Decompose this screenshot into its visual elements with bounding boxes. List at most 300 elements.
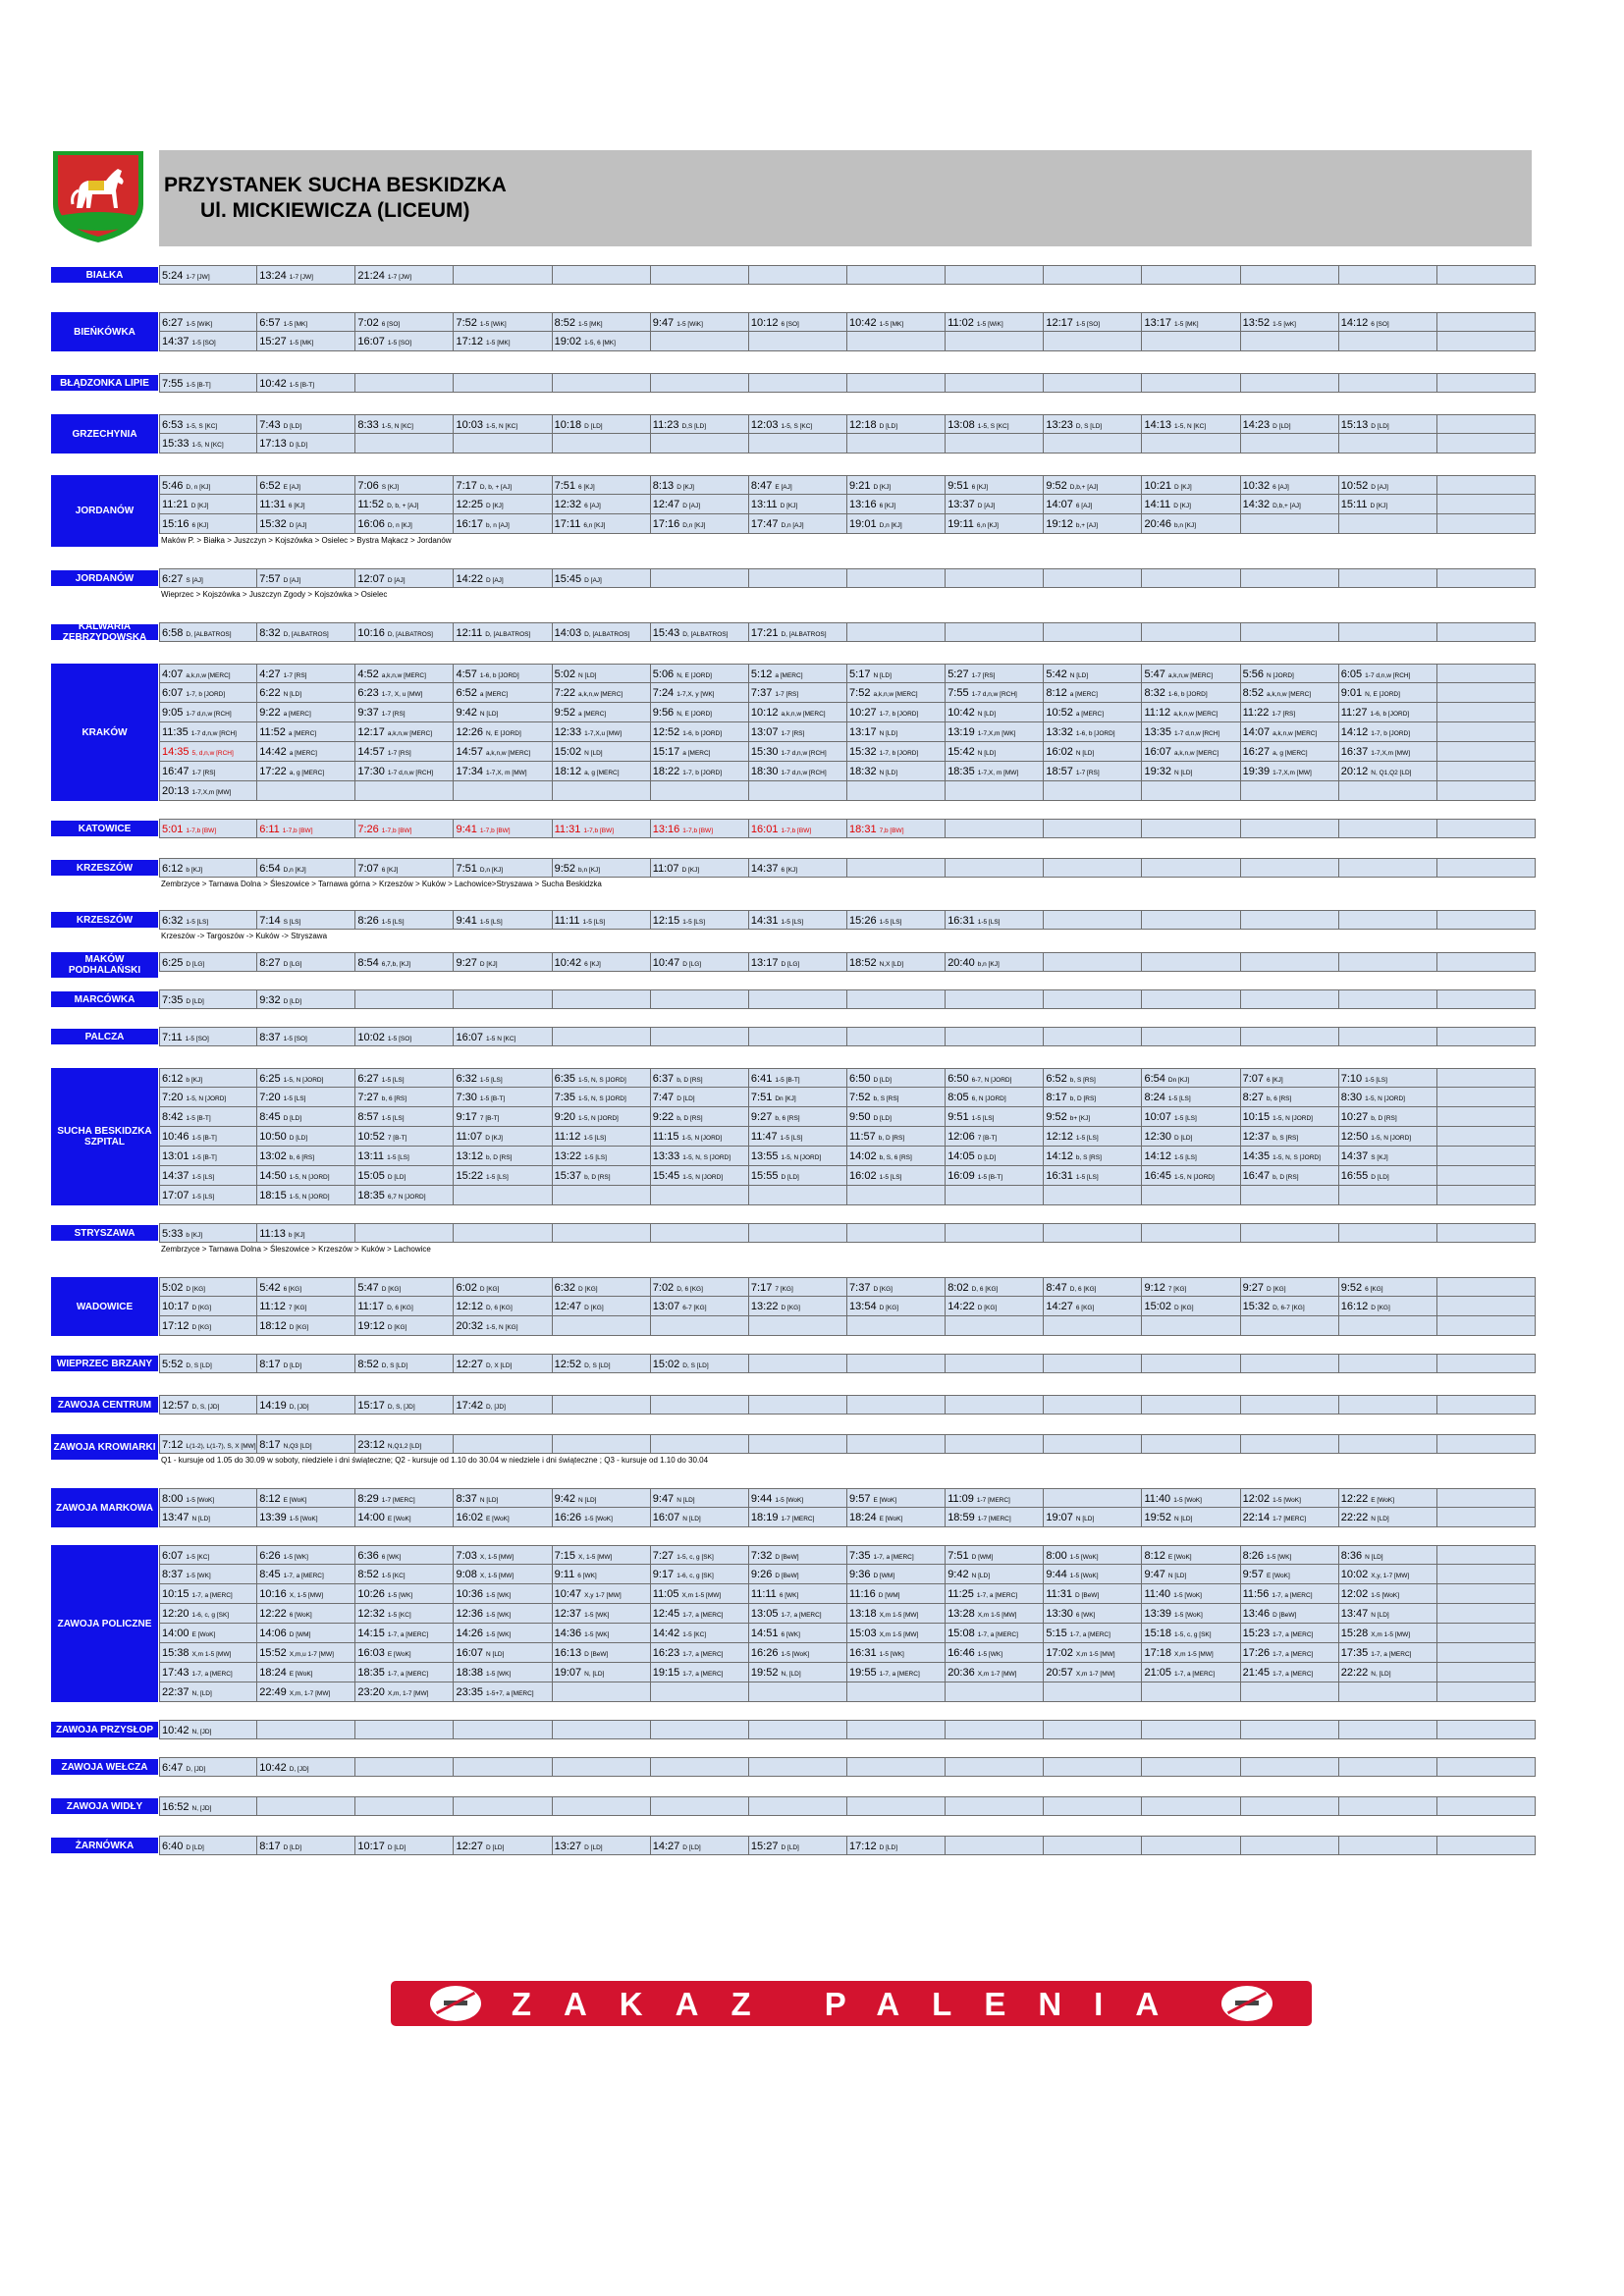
empty-cell bbox=[1044, 434, 1142, 454]
time-value: 12:22 bbox=[1340, 1493, 1369, 1505]
departure-time bbox=[257, 1395, 355, 1415]
time-value: 6:52 bbox=[259, 480, 281, 492]
time-value: 20:12 bbox=[1340, 766, 1369, 777]
empty-cell bbox=[847, 1682, 946, 1702]
departure-time bbox=[1142, 475, 1240, 495]
departure-time bbox=[1142, 762, 1240, 781]
empty-cell bbox=[1437, 722, 1536, 742]
departure-time bbox=[159, 434, 257, 454]
departure-time bbox=[553, 414, 651, 434]
time-value: 6:27 bbox=[357, 1073, 379, 1085]
departure-time bbox=[847, 1836, 946, 1855]
time-value: 13:17 bbox=[1144, 317, 1171, 329]
time-value: 13:23 bbox=[1046, 419, 1073, 431]
time-remark: 1-7, a [MERC] bbox=[283, 1573, 324, 1579]
time-remark: 1-5 [WoK] bbox=[1069, 1554, 1099, 1561]
time-remark: D [LD] bbox=[486, 1844, 505, 1851]
time-remark: b, D [RS] bbox=[1371, 1115, 1397, 1122]
departures-grid bbox=[159, 414, 1536, 454]
empty-cell bbox=[1241, 1027, 1339, 1046]
departure-time bbox=[257, 1316, 355, 1336]
time-value: 15:05 bbox=[357, 1170, 385, 1182]
time-value: 13:07 bbox=[652, 1301, 680, 1312]
time-remark: D [LG] bbox=[283, 961, 302, 968]
departure-time bbox=[847, 312, 946, 332]
empty-cell bbox=[553, 1395, 651, 1415]
time-value: 17:13 bbox=[259, 438, 287, 450]
destination-label: PALCZA bbox=[51, 1029, 158, 1044]
time-remark: E [WoK] bbox=[1371, 1497, 1395, 1504]
time-value: 16:07 bbox=[357, 336, 385, 347]
route-section bbox=[51, 568, 1536, 601]
time-value: 8:52 bbox=[1242, 687, 1265, 699]
time-remark: 6 [KJ] bbox=[288, 503, 305, 509]
empty-cell bbox=[1339, 781, 1437, 801]
departure-time bbox=[159, 781, 257, 801]
time-value: 7:37 bbox=[849, 1282, 871, 1294]
departure-time bbox=[749, 1836, 847, 1855]
time-value: 12:18 bbox=[849, 419, 877, 431]
empty-cell bbox=[1241, 1682, 1339, 1702]
departure-time bbox=[847, 1624, 946, 1643]
departure-time bbox=[159, 622, 257, 642]
departure-time bbox=[553, 1663, 651, 1682]
time-value: 6:27 bbox=[162, 317, 184, 329]
time-value: 13:16 bbox=[652, 824, 680, 835]
empty-cell bbox=[355, 989, 454, 1009]
departure-time bbox=[159, 495, 257, 514]
time-remark: 1-7,X,m [MW] bbox=[1371, 750, 1411, 757]
time-remark: a,k,n,w [MERC] bbox=[1272, 730, 1318, 737]
empty-cell bbox=[946, 1434, 1044, 1454]
time-value: 10:36 bbox=[456, 1588, 484, 1600]
departure-time bbox=[159, 819, 257, 838]
time-remark: 1-7 [RS] bbox=[1272, 711, 1296, 718]
departures-grid bbox=[159, 1354, 1536, 1373]
time-value: 17:47 bbox=[750, 518, 779, 530]
time-value: 5:06 bbox=[652, 668, 675, 680]
time-remark: N [LD] bbox=[677, 1497, 695, 1504]
time-remark: D, X [LD] bbox=[486, 1362, 513, 1369]
departure-time bbox=[1241, 1488, 1339, 1508]
empty-cell bbox=[1142, 952, 1240, 972]
time-remark: 1-6, b [JORD] bbox=[1167, 691, 1208, 698]
time-remark: D [KG] bbox=[781, 1305, 800, 1311]
time-value: 18:38 bbox=[456, 1667, 484, 1679]
time-value: 11:27 bbox=[1340, 707, 1368, 719]
time-remark: a [MERC] bbox=[289, 750, 317, 757]
time-remark: 1-7, a [MERC] bbox=[1069, 1631, 1110, 1638]
departure-time bbox=[1044, 495, 1142, 514]
time-remark: 6 [KJ] bbox=[1267, 1077, 1283, 1084]
time-value: 7:51 bbox=[947, 1550, 969, 1562]
departure-time bbox=[355, 1565, 454, 1584]
empty-cell bbox=[749, 1186, 847, 1205]
time-value: 4:57 bbox=[456, 668, 477, 680]
time-value: 9:47 bbox=[1144, 1569, 1165, 1580]
time-value: 17:26 bbox=[1242, 1647, 1271, 1659]
time-remark: D, [ALBATROS] bbox=[186, 631, 232, 638]
time-value: 11:13 bbox=[259, 1228, 286, 1240]
departure-time bbox=[257, 434, 355, 454]
time-remark: 1-5 [B-T] bbox=[289, 382, 315, 389]
time-value: 7:17 bbox=[750, 1282, 773, 1294]
departure-time bbox=[1241, 1127, 1339, 1147]
time-value: 10:47 bbox=[554, 1588, 582, 1600]
empty-cell bbox=[1241, 1354, 1339, 1373]
time-value: 15:45 bbox=[652, 1170, 680, 1182]
departure-time bbox=[847, 910, 946, 930]
departures-grid bbox=[159, 1545, 1536, 1702]
departures-grid bbox=[159, 1068, 1536, 1205]
time-value: 7:20 bbox=[162, 1092, 184, 1103]
empty-cell bbox=[749, 1316, 847, 1336]
time-remark: D [LD] bbox=[283, 1844, 302, 1851]
time-value: 8:05 bbox=[947, 1092, 969, 1103]
time-remark: 1-5 [B-T] bbox=[191, 1154, 217, 1161]
time-remark: N,X [LD] bbox=[879, 961, 904, 968]
time-remark: N [LD] bbox=[191, 1516, 210, 1522]
empty-cell bbox=[1339, 1434, 1437, 1454]
departure-row bbox=[159, 1107, 1536, 1127]
time-value: 18:15 bbox=[259, 1190, 287, 1201]
departure-time bbox=[1142, 1584, 1240, 1604]
time-remark: a,k,n,w [MERC] bbox=[381, 672, 426, 679]
time-value: 15:18 bbox=[1144, 1628, 1171, 1639]
time-remark: N, [LD] bbox=[191, 1690, 212, 1697]
time-remark: 1-7, a [MERC] bbox=[1272, 1651, 1314, 1658]
time-remark: D [KJ] bbox=[677, 484, 694, 491]
time-value: 10:52 bbox=[357, 1131, 385, 1143]
time-value: 7:24 bbox=[652, 687, 675, 699]
departure-time bbox=[454, 1068, 552, 1088]
time-remark: b [KJ] bbox=[186, 1232, 203, 1239]
time-value: 19:07 bbox=[1046, 1512, 1073, 1523]
route-section bbox=[51, 373, 1536, 393]
time-value: 13:35 bbox=[1144, 726, 1171, 738]
empty-cell bbox=[1339, 332, 1437, 351]
empty-cell bbox=[651, 1682, 749, 1702]
route-note: Zembrzyce > Tarnawa Dolna > Śleszowice > Krzeszów > Kuków > Lachowice bbox=[161, 1245, 431, 1254]
departure-time bbox=[651, 1545, 749, 1565]
time-remark: a [MERC] bbox=[682, 750, 711, 757]
departure-row bbox=[159, 1186, 1536, 1205]
time-value: 6:05 bbox=[1340, 668, 1363, 680]
time-remark: D [KG] bbox=[1371, 1305, 1390, 1311]
departure-time bbox=[159, 514, 257, 534]
departure-time bbox=[651, 762, 749, 781]
time-value: 18:35 bbox=[357, 1190, 385, 1201]
time-remark: 1-7 [MERC] bbox=[381, 1497, 415, 1504]
departure-time bbox=[1044, 1643, 1142, 1663]
departure-time bbox=[454, 1147, 552, 1166]
time-remark: 1-7, b [JORD] bbox=[682, 770, 723, 776]
time-remark: N, E [JORD] bbox=[486, 730, 521, 737]
departure-time bbox=[749, 312, 847, 332]
time-value: 7:30 bbox=[456, 1092, 477, 1103]
time-value: 18:57 bbox=[1046, 766, 1073, 777]
time-value: 8:52 bbox=[357, 1569, 379, 1580]
departure-time bbox=[1241, 1068, 1339, 1088]
time-value: 14:37 bbox=[750, 863, 779, 875]
time-value: 10:17 bbox=[357, 1841, 385, 1852]
departure-time bbox=[159, 475, 257, 495]
time-remark: 1-5 [LS] bbox=[682, 919, 706, 926]
time-value: 18:24 bbox=[259, 1667, 287, 1679]
empty-cell bbox=[1437, 373, 1536, 393]
destination-label: GRZECHYNIA bbox=[51, 414, 158, 454]
time-remark: D [KG] bbox=[191, 1324, 212, 1331]
time-value: 10:18 bbox=[554, 419, 582, 431]
empty-cell bbox=[1044, 1316, 1142, 1336]
empty-cell bbox=[847, 1757, 946, 1777]
time-remark: 6 [KJ] bbox=[879, 503, 896, 509]
time-remark: b [KJ] bbox=[288, 1232, 305, 1239]
departure-time bbox=[355, 1488, 454, 1508]
time-value: 16:31 bbox=[1046, 1170, 1073, 1182]
departure-time bbox=[1339, 475, 1437, 495]
departures-grid bbox=[159, 622, 1536, 642]
time-remark: 1-5, N [JORD] bbox=[682, 1174, 724, 1181]
departure-time bbox=[159, 1508, 257, 1527]
time-remark: 1-5 [LS] bbox=[1174, 1115, 1197, 1122]
time-remark: a [MERC] bbox=[1075, 711, 1105, 718]
time-remark: 6-7 [KG] bbox=[682, 1305, 707, 1311]
departure-time bbox=[159, 722, 257, 742]
departure-time bbox=[257, 1624, 355, 1643]
departure-time bbox=[1142, 1663, 1240, 1682]
time-remark: b, D [RS] bbox=[878, 1135, 905, 1142]
empty-cell bbox=[847, 1354, 946, 1373]
departure-time bbox=[749, 1624, 847, 1643]
time-value: 12:25 bbox=[456, 499, 484, 510]
departure-time bbox=[454, 1565, 552, 1584]
departure-time bbox=[257, 1277, 355, 1297]
departure-time bbox=[651, 1127, 749, 1147]
empty-cell bbox=[1241, 265, 1339, 285]
time-value: 10:42 bbox=[162, 1725, 189, 1736]
empty-cell bbox=[847, 989, 946, 1009]
time-value: 6:53 bbox=[162, 419, 184, 431]
empty-cell bbox=[946, 1796, 1044, 1816]
destination-label: BIAŁKA bbox=[51, 267, 158, 283]
departure-time bbox=[454, 1027, 552, 1046]
time-value: 8:52 bbox=[357, 1359, 379, 1370]
time-remark: 1-5 [B-T] bbox=[775, 1077, 800, 1084]
empty-cell bbox=[1437, 1186, 1536, 1205]
time-remark: 1-7, a [MERC] bbox=[976, 1592, 1018, 1599]
departure-time bbox=[454, 1545, 552, 1565]
time-value: 7:52 bbox=[849, 687, 871, 699]
departure-time bbox=[257, 1757, 355, 1777]
time-remark: 1-5 [LS] bbox=[583, 1135, 607, 1142]
departure-time bbox=[159, 1663, 257, 1682]
departure-time bbox=[1044, 1545, 1142, 1565]
empty-cell bbox=[1437, 1354, 1536, 1373]
departure-time bbox=[749, 1604, 847, 1624]
time-value: 11:23 bbox=[652, 419, 679, 431]
time-value: 5:24 bbox=[162, 270, 184, 282]
time-value: 11:22 bbox=[1242, 707, 1270, 719]
time-value: 10:42 bbox=[849, 317, 877, 329]
time-value: 14:12 bbox=[1144, 1150, 1171, 1162]
departure-time bbox=[651, 1354, 749, 1373]
time-value: 15:23 bbox=[1242, 1628, 1271, 1639]
time-remark: N [LD] bbox=[971, 1573, 991, 1579]
departure-time bbox=[847, 1508, 946, 1527]
departure-time bbox=[946, 1277, 1044, 1297]
time-remark: 1-7 d,n,w [RCH] bbox=[387, 770, 434, 776]
time-remark: N, Q1,Q2 [LD] bbox=[1371, 770, 1412, 776]
empty-cell bbox=[1044, 373, 1142, 393]
time-value: 17:43 bbox=[162, 1667, 189, 1679]
time-value: 7:15 bbox=[554, 1550, 576, 1562]
empty-cell bbox=[454, 1720, 552, 1739]
time-value: 14:22 bbox=[947, 1301, 975, 1312]
departure-time bbox=[651, 622, 749, 642]
empty-cell bbox=[651, 1223, 749, 1243]
departure-time bbox=[257, 1186, 355, 1205]
departure-time bbox=[553, 683, 651, 703]
time-remark: D [KJ] bbox=[1173, 503, 1191, 509]
departure-time bbox=[355, 1663, 454, 1682]
empty-cell bbox=[1339, 622, 1437, 642]
time-value: 16:45 bbox=[1144, 1170, 1171, 1182]
departure-time bbox=[159, 1027, 257, 1046]
time-value: 7:52 bbox=[849, 1092, 871, 1103]
departure-time bbox=[159, 910, 257, 930]
time-value: 13:05 bbox=[750, 1608, 779, 1620]
time-remark: 1-7,b [BW] bbox=[583, 828, 615, 834]
empty-cell bbox=[1339, 1395, 1437, 1415]
time-value: 14:00 bbox=[357, 1512, 385, 1523]
time-value: 6:40 bbox=[162, 1841, 184, 1852]
route-section bbox=[51, 1068, 1536, 1205]
empty-cell bbox=[847, 1434, 946, 1454]
empty-cell bbox=[1044, 1488, 1142, 1508]
departure-time bbox=[1339, 703, 1437, 722]
departure-time bbox=[651, 819, 749, 838]
time-value: 10:03 bbox=[456, 419, 484, 431]
time-value: 4:07 bbox=[162, 668, 184, 680]
time-remark: 1-5, c, g [SK] bbox=[677, 1554, 714, 1561]
departure-time bbox=[454, 858, 552, 878]
time-remark: 1-7, a [MERC] bbox=[1371, 1651, 1412, 1658]
departure-time bbox=[847, 414, 946, 434]
time-value: 6:27 bbox=[162, 573, 184, 585]
time-remark: D [KG] bbox=[1267, 1286, 1286, 1293]
departure-time bbox=[454, 819, 552, 838]
time-remark: 1-5 [WoK] bbox=[1069, 1573, 1099, 1579]
time-remark: D [KG] bbox=[191, 1305, 212, 1311]
departure-time bbox=[651, 858, 749, 878]
empty-cell bbox=[749, 781, 847, 801]
time-remark: b, D [RS] bbox=[584, 1174, 611, 1181]
departure-time bbox=[553, 475, 651, 495]
departure-time bbox=[553, 1643, 651, 1663]
time-value: 14:23 bbox=[1242, 419, 1271, 431]
time-remark: 1-5 [WK] bbox=[387, 1592, 413, 1599]
time-remark: 1-5 [WiK] bbox=[479, 321, 507, 328]
departure-time bbox=[159, 1545, 257, 1565]
time-value: 6:02 bbox=[456, 1282, 477, 1294]
time-value: 12:37 bbox=[1242, 1131, 1271, 1143]
departure-time bbox=[159, 1068, 257, 1088]
time-remark: X, 1-5 [MW] bbox=[578, 1554, 613, 1561]
empty-cell bbox=[749, 1434, 847, 1454]
time-remark: a,k,n,w [MERC] bbox=[186, 672, 231, 679]
time-remark: 1-7, b [JORD] bbox=[1371, 730, 1411, 737]
departure-time bbox=[159, 1166, 257, 1186]
time-remark: D [LD] bbox=[677, 1095, 695, 1102]
time-value: 5:02 bbox=[554, 668, 576, 680]
departure-time bbox=[1142, 1088, 1240, 1107]
departure-time bbox=[1044, 742, 1142, 762]
empty-cell bbox=[1241, 514, 1339, 534]
empty-cell bbox=[1339, 1720, 1437, 1739]
time-remark: N [JORD] bbox=[1267, 672, 1294, 679]
departure-time bbox=[257, 373, 355, 393]
time-remark: 1-5, N, S [JORD] bbox=[1272, 1154, 1321, 1161]
empty-cell bbox=[1339, 514, 1437, 534]
time-remark: 1-7, b [JORD] bbox=[879, 750, 919, 757]
time-remark: X, 1-5 [MW] bbox=[479, 1554, 514, 1561]
empty-cell bbox=[355, 1796, 454, 1816]
time-remark: S [KJ] bbox=[1371, 1154, 1388, 1161]
departure-time bbox=[1241, 1604, 1339, 1624]
time-remark: 1-5 [WiK] bbox=[976, 321, 1003, 328]
empty-cell bbox=[1241, 434, 1339, 454]
time-remark: D [LD] bbox=[873, 1115, 892, 1122]
time-value: 13:11 bbox=[750, 499, 778, 510]
time-value: 6:52 bbox=[456, 687, 477, 699]
time-value: 14:26 bbox=[456, 1628, 484, 1639]
empty-cell bbox=[946, 265, 1044, 285]
time-remark: 1-5 [LS] bbox=[381, 919, 405, 926]
time-remark: b, 6 [RS] bbox=[289, 1154, 315, 1161]
time-remark: 1-5 [B-T] bbox=[479, 1095, 506, 1102]
time-remark: 1-5 [MK] bbox=[486, 340, 511, 347]
time-value: 12:02 bbox=[1242, 1493, 1271, 1505]
departure-time bbox=[159, 952, 257, 972]
time-remark: b, 6 [RS] bbox=[1267, 1095, 1292, 1102]
departure-time bbox=[355, 1277, 454, 1297]
time-remark: 1-5, S [KC] bbox=[977, 423, 1009, 430]
time-remark: 1-7 [RS] bbox=[381, 711, 406, 718]
departure-time bbox=[1339, 1663, 1437, 1682]
time-remark: D [LD] bbox=[283, 1115, 302, 1122]
departure-time bbox=[257, 683, 355, 703]
departure-time bbox=[257, 1604, 355, 1624]
time-remark: 1-6, b [JORD] bbox=[682, 730, 723, 737]
time-value: 12:45 bbox=[652, 1608, 680, 1620]
empty-cell bbox=[946, 568, 1044, 588]
departure-time bbox=[454, 1297, 552, 1316]
empty-cell bbox=[946, 434, 1044, 454]
destination-label: ZAWOJA POLICZNE bbox=[51, 1545, 158, 1702]
time-remark: X,m 1-5 [MW] bbox=[977, 1612, 1017, 1619]
time-value: 22:49 bbox=[259, 1686, 287, 1698]
time-remark: a [MERC] bbox=[1069, 691, 1098, 698]
departure-time bbox=[159, 1720, 257, 1739]
departure-time bbox=[454, 1624, 552, 1643]
departure-time bbox=[651, 1508, 749, 1527]
departure-time bbox=[159, 1682, 257, 1702]
time-remark: 1-5 [LS] bbox=[1167, 1095, 1191, 1102]
time-remark: D [LD] bbox=[1371, 1174, 1389, 1181]
time-value: 11:52 bbox=[259, 726, 286, 738]
time-value: 11:31 bbox=[1046, 1588, 1073, 1600]
